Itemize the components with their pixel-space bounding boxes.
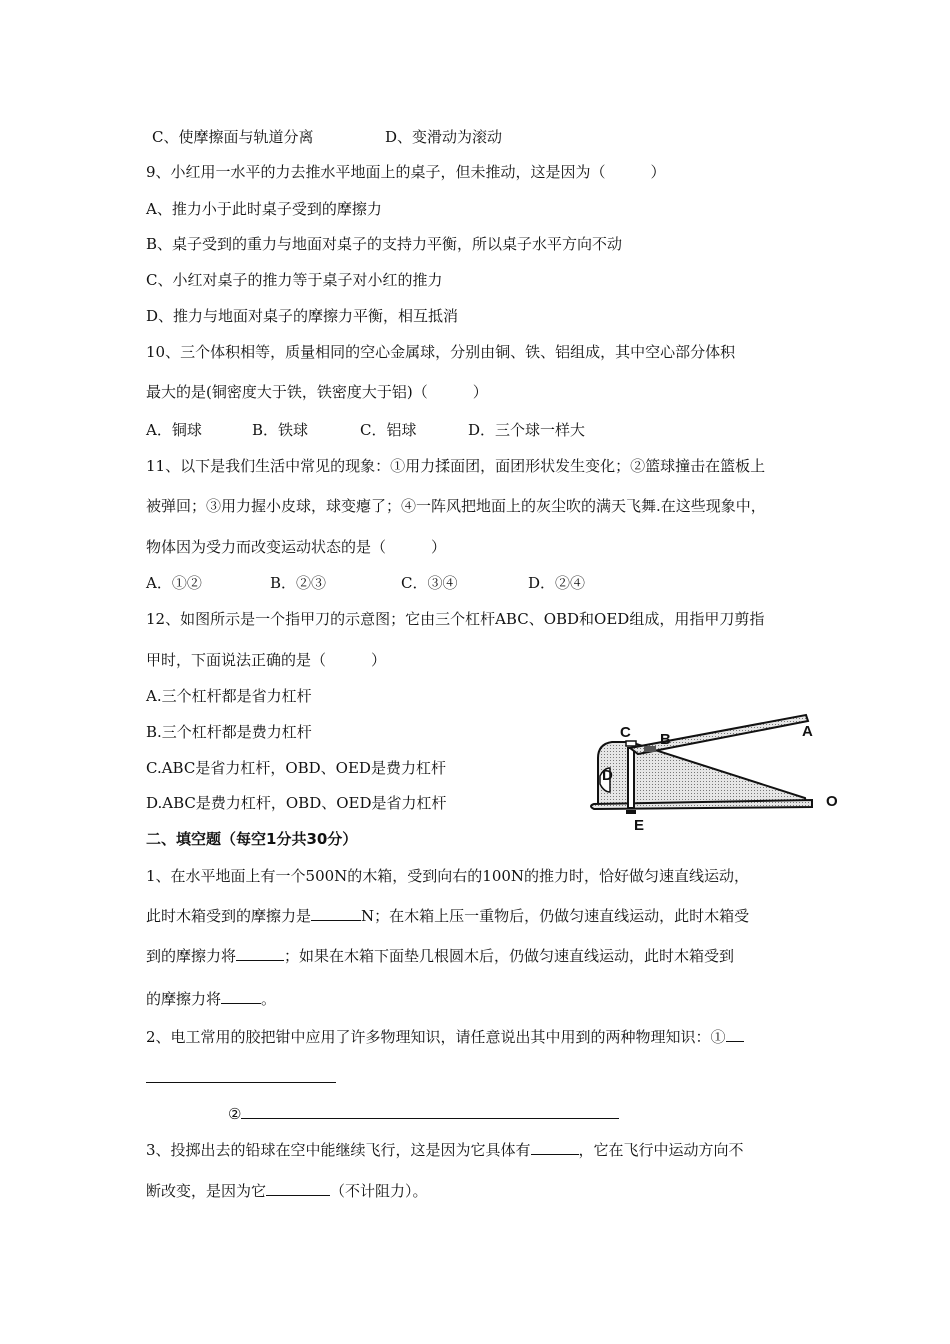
figure-label-e: E — [634, 817, 645, 834]
fill2-line3 — [228, 1104, 619, 1124]
knowledge-1-blank[interactable] — [146, 1068, 336, 1083]
fill1-text: 的摩擦力将 — [146, 990, 222, 1008]
fill1-line4 — [146, 989, 276, 1009]
fill3-text: ，它在飞行中运动方向不 — [578, 1141, 744, 1159]
fill1-text: N；在木箱上压一重物后，仍做匀速直线运动，此时木箱受 — [361, 907, 750, 925]
q11-option-b: B．②③ — [270, 574, 327, 592]
q12-stem-line2: 甲时，下面说法正确的是（ ） — [146, 651, 387, 669]
friction-rolling-blank[interactable] — [221, 989, 261, 1004]
q12-option-d: D.ABC是费力杠杆，OBD、OED是省力杠杆 — [146, 794, 447, 812]
knowledge-2-blank[interactable] — [241, 1104, 619, 1119]
fill3-text: 断改变，是因为它 — [146, 1182, 267, 1200]
figure-label-d: D — [602, 767, 613, 784]
q12-stem-line1: 12、如图所示是一个指甲刀的示意图；它由三个杠杆ABC、OBD和OED组成，用指甲刀剪指 — [146, 610, 765, 628]
q10-stem-line2: 最大的是(铜密度大于铁，铁密度大于铝)（ ） — [146, 383, 488, 401]
fill3-line1 — [146, 1140, 744, 1160]
q8-option-d: D、变滑动为滚动 — [385, 128, 503, 146]
section2-heading: 二、填空题（每空1分共30分） — [146, 830, 358, 848]
fill1-text: 此时木箱受到的摩擦力是 — [146, 907, 312, 925]
figure-label-a: A — [802, 723, 813, 740]
q9-option-c: C、小红对桌子的推力等于桌子对小红的推力 — [146, 271, 443, 289]
gravity-blank[interactable] — [266, 1181, 330, 1196]
q12-option-b: B.三个杠杆都是费力杠杆 — [146, 723, 312, 741]
friction-answer-blank[interactable] — [311, 906, 361, 921]
q8-option-c: C、使摩擦面与轨道分离 — [152, 128, 314, 146]
q9-option-a: A、推力小于此时桌子受到的摩擦力 — [146, 200, 382, 218]
q11-stem-line3: 物体因为受力而改变运动状态的是（ ） — [146, 538, 447, 556]
q9-option-d: D、推力与地面对桌子的摩擦力平衡，相互抵消 — [146, 307, 459, 325]
fill1-line1: 1、在水平地面上有一个500N的木箱，受到向右的100N的推力时，恰好做匀速直线运动， — [146, 867, 750, 885]
q10-option-a: A．铜球 — [146, 421, 202, 439]
q11-option-a: A．①② — [146, 574, 202, 592]
fill2-line1 — [146, 1027, 744, 1047]
fill3-text: （不计阻力）。 — [330, 1182, 428, 1200]
fill2-text: 2、电工常用的胶把钳中应用了许多物理知识，请任意说出其中用到的两种物理知识：① — [146, 1028, 726, 1046]
q9-option-b: B、桌子受到的重力与地面对桌子的支持力平衡，所以桌子水平方向不动 — [146, 235, 623, 253]
figure-label-c: C — [620, 724, 631, 741]
fill1-line2 — [146, 906, 749, 926]
figure-label-b: B — [660, 731, 671, 748]
inertia-blank[interactable] — [531, 1140, 579, 1155]
q9-stem: 9、小红用一水平的力去推水平地面上的桌子，但未推动，这是因为（ ） — [146, 163, 666, 181]
fill3-text: 3、投掷出去的铅球在空中能继续飞行，这是因为它具体有 — [146, 1141, 531, 1159]
knowledge-1-blank-start[interactable] — [726, 1027, 744, 1042]
fill1-line3 — [146, 946, 734, 966]
nail-clipper-diagram — [580, 712, 850, 838]
fill1-text: 。 — [261, 990, 277, 1008]
q11-option-c: C．③④ — [401, 574, 458, 592]
q11-stem-line1: 11、以下是我们生活中常见的现象：①用力揉面团，面团形状发生变化；②篮球撞击在篮板上 — [146, 457, 766, 475]
friction-change-blank[interactable] — [236, 946, 284, 961]
fill1-text: 到的摩擦力将 — [146, 947, 237, 965]
q10-option-b: B．铁球 — [252, 421, 309, 439]
q12-option-a: A.三个杠杆都是省力杠杆 — [146, 687, 312, 705]
q10-option-c: C．铝球 — [360, 421, 417, 439]
figure-label-o: O — [826, 793, 838, 810]
q11-stem-line2: 被弹回；③用力握小皮球，球变瘪了；④一阵风把地面上的灰尘吹的满天飞舞.在这些现象中， — [146, 497, 766, 515]
knowledge-2-mark: ② — [228, 1105, 242, 1123]
q11-option-d: D．②④ — [528, 574, 586, 592]
fill1-text: ；如果在木箱下面垫几根圆木后，仍做匀速直线运动，此时木箱受到 — [284, 947, 735, 965]
q10-option-d: D．三个球一样大 — [468, 421, 586, 439]
q12-option-c: C.ABC是省力杠杆，OBD、OED是费力杠杆 — [146, 759, 446, 777]
fill3-line2 — [146, 1181, 428, 1201]
q10-stem-line1: 10、三个体积相等，质量相同的空心金属球，分别由铜、铁、铝组成，其中空心部分体积 — [146, 343, 736, 361]
